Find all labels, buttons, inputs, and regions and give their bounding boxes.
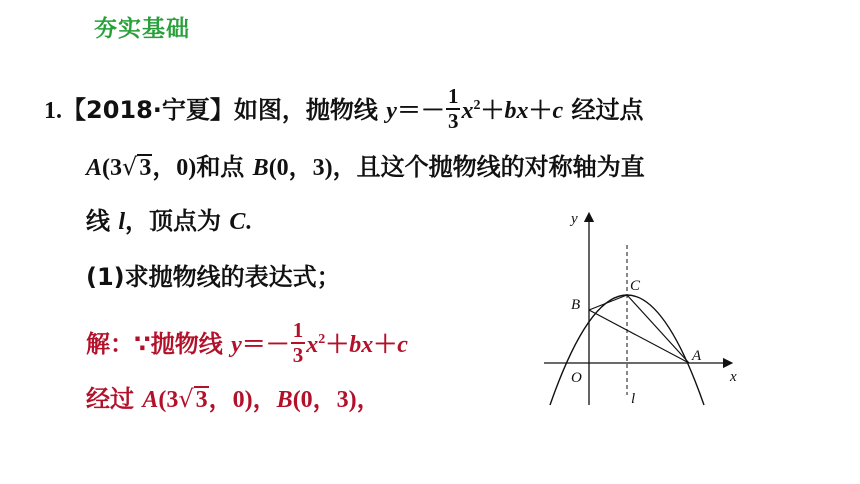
eq-plus-1: ＋ (480, 96, 505, 124)
point-C-label: C (229, 209, 246, 235)
problem-line-3 (86, 206, 251, 237)
figure-point-A: A (692, 348, 702, 364)
problem-line3-mid: ，顶点为 (125, 207, 222, 235)
sol-eq-x: x (306, 332, 319, 358)
sol-sqrt-icon: √ (178, 385, 194, 413)
sol-eq-bx: bx (349, 332, 374, 358)
origin-label: O (571, 370, 582, 386)
problem-line2-mid: 和点 (196, 153, 245, 181)
problem-number: 1. (44, 98, 62, 124)
solution-text-1: 抛物线 (150, 330, 223, 358)
figure-axis-l: l (631, 391, 636, 407)
figure-point-B: B (571, 297, 581, 313)
sol-point-A-label: A (142, 387, 159, 413)
sol-eq-fraction (291, 320, 306, 366)
sol-eq-fraction-den: 3 (292, 343, 304, 367)
eq-c: c (552, 98, 564, 124)
problem-line1-tail: 经过点 (571, 96, 644, 124)
point-A-close: ，0) (152, 155, 197, 181)
sol-eq-y: y (231, 332, 242, 358)
because-icon: ∵ (134, 330, 151, 358)
x-axis-label: x (730, 369, 737, 385)
sol-eq-exponent: 2 (318, 332, 326, 347)
eq-bx: bx (504, 98, 529, 124)
solution-line-1 (86, 318, 408, 368)
sol-eq-fraction-num: 1 (292, 318, 304, 342)
solution-text-2: 经过 (86, 385, 134, 413)
problem-line-1 (44, 84, 644, 134)
sub-question: (1)求抛物线的表达式； (86, 263, 341, 291)
sol-eq-equals: ＝－ (241, 330, 290, 358)
eq-plus-2: ＋ (528, 96, 553, 124)
sqrt-argument: 3 (139, 155, 152, 181)
eq-equals: ＝－ (396, 96, 445, 124)
eq-x: x (461, 98, 474, 124)
eq-exponent: 2 (473, 98, 481, 113)
point-A-label: A (86, 155, 103, 181)
sol-eq-plus-2: ＋ (373, 330, 398, 358)
problem-source: 【2018·宁夏】 (62, 96, 234, 124)
section-title: 夯实基础 (94, 16, 190, 42)
problem-line3-intro: 线 (86, 207, 110, 235)
solution-line-2 (86, 384, 381, 415)
eq-fraction-den: 3 (447, 109, 459, 133)
problem-line-2 (86, 152, 645, 183)
segment-CA (627, 295, 689, 363)
point-A-open: (3 (102, 155, 123, 181)
eq-fraction (446, 86, 461, 132)
problem-intro: 如图，抛物线 (233, 96, 378, 124)
sqrt-icon: √ (122, 153, 138, 181)
eq-fraction-num: 1 (447, 84, 459, 108)
sol-point-B-coords: (0，3) (292, 387, 357, 413)
parabola-figure (540, 205, 750, 410)
sol-eq-c: c (397, 332, 408, 358)
eq-y: y (386, 98, 397, 124)
problem-line3-end: . (245, 209, 252, 235)
problem-line2-tail: ，且这个抛物线的对称轴为直 (332, 153, 645, 181)
sol-sqrt-argument: 3 (195, 387, 208, 413)
segment-BC (589, 295, 627, 310)
sol-point-A-open: (3 (158, 387, 179, 413)
point-B-label: B (252, 155, 269, 181)
figure-point-C: C (630, 278, 641, 294)
sol-eq-plus-1: ＋ (325, 330, 350, 358)
axis-l-label: l (118, 209, 126, 235)
point-B-coords: (0，3) (268, 155, 333, 181)
sol-point-B-label: B (276, 387, 293, 413)
y-axis-label: y (571, 211, 578, 227)
sol-point-A-close: ，0) (208, 387, 253, 413)
solution-label: 解： (86, 330, 134, 358)
sol-separator: ， (252, 385, 277, 413)
sol-end: ， (356, 385, 381, 413)
